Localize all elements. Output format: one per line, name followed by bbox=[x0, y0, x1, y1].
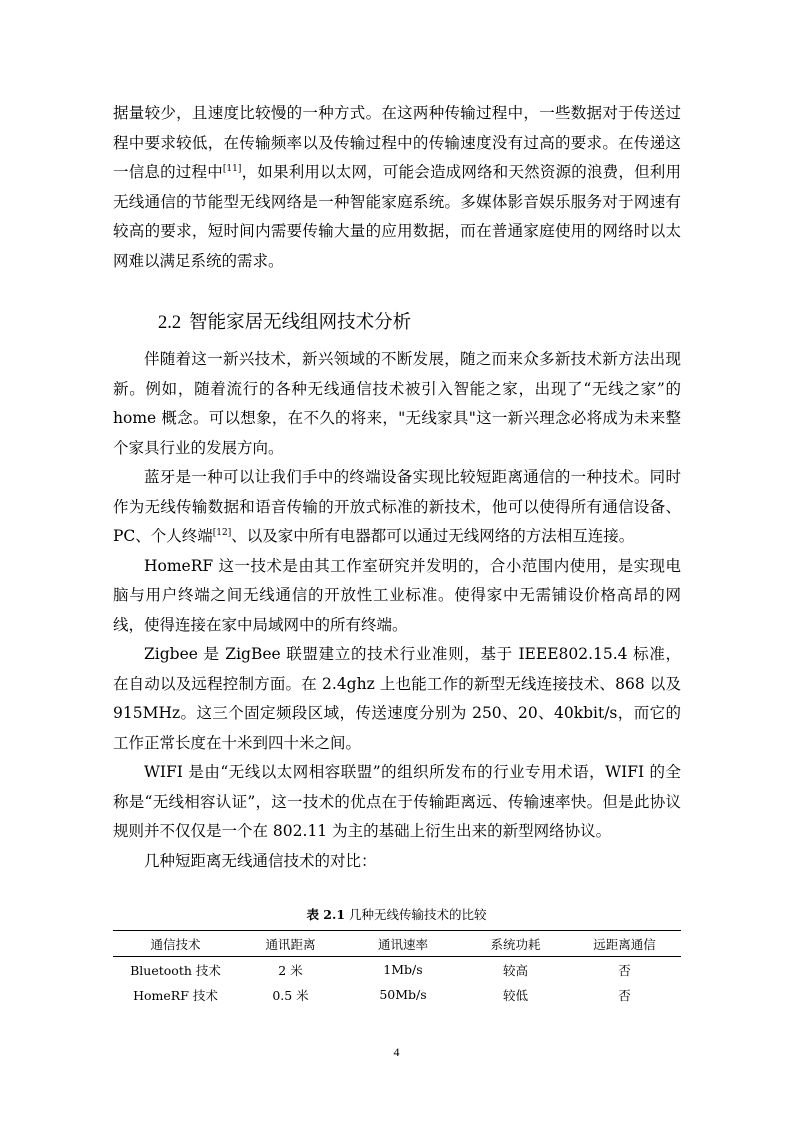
paragraph-wifi: WIFI 是由“无线以太网相容联盟”的组织所发布的行业专用术语，WIFI 的全称是“无线相容认证”，这一技术的优点在于传输距离远、传输速率快。但是此协议规则并不仅仅是一个在 802.11 为主的基础上衍生出来的新型网络协议。 bbox=[113, 763, 681, 840]
table-cell: 2 米 bbox=[278, 962, 303, 978]
paragraph-homerf: HomeRF 这一技术是由其工作室研究并发明的，合小范围内使用，是实现电脑与用户终端之间无线通信的开放性工业标准。使得家中无需铺设价格高昂的网线，使得连接在家中局域网中的所有终端。 bbox=[113, 556, 681, 634]
comparison-table bbox=[113, 930, 681, 1007]
paragraph-zigbee: Zigbee 是 ZigBee 联盟建立的技术行业准则，基于 IEEE802.15.4 标准，在自动以及远程控制方面。在 2.4ghz 上也能工作的新型无线连接技术、868 以及 915MHz。这三个固定频段区域，传送速度分别为 250、20、40kbit/s，而它的工作正常长度在十米到四十米之间。 bbox=[113, 645, 681, 752]
paragraph-continued bbox=[113, 99, 681, 276]
paragraph-text: ，如果利用以太网，可能会造成网络和天然资源的浪费，但利用无线通信的节能型无线网络是一种智能家庭系统。多媒体影音娱乐服务对于网速有较高的要求，短时间内需要传输大量的应用数据，而在普通家庭使用的网络时以太网难以满足系统的需求。 bbox=[113, 163, 681, 270]
table-caption-label: 表 2.1 bbox=[306, 907, 346, 922]
table-cell: HomeRF 技术 bbox=[133, 987, 218, 1003]
table-cell: 较低 bbox=[502, 987, 528, 1003]
table-cell: 否 bbox=[618, 962, 631, 978]
paragraph-wireless-home: 伴随着这一新兴技术，新兴领域的不断发展，随之而来众多新技术新方法出现新。例如，随着流行的各种无线通信技术被引入智能之家，出现了“无线之家”的 home 概念。可以想象，在不久的将来，"无线家具"这一新兴理念必将成为未来整个家具行业的发展方向。 bbox=[113, 350, 681, 457]
table-caption bbox=[0, 905, 793, 923]
table-row bbox=[113, 957, 681, 983]
page-number: 4 bbox=[393, 1045, 400, 1059]
table-cell: 1Mb/s bbox=[383, 962, 423, 977]
table-cell: 0.5 米 bbox=[272, 987, 309, 1003]
paragraph-text: 蓝牙是一种可以让我们手中的终端设备实现比较短距离通信的一种技术。同时作为无线传输数据和语音传输的开放式标准的新技术，他可以使得所有通信设备、PC、个人终端 bbox=[113, 468, 681, 545]
table-header-cell: 系统功耗 bbox=[490, 936, 541, 952]
table-header-row bbox=[113, 931, 681, 957]
body-text-top bbox=[113, 99, 681, 276]
section-heading bbox=[158, 308, 411, 334]
table-header-cell: 通讯速率 bbox=[377, 936, 428, 952]
paragraph-bluetooth bbox=[113, 463, 681, 552]
table-cell: 否 bbox=[618, 987, 631, 1003]
table-row bbox=[113, 982, 681, 1007]
body-text-main bbox=[113, 345, 681, 876]
citation-ref: [12] bbox=[212, 527, 232, 538]
table-cell: Bluetooth 技术 bbox=[130, 962, 221, 978]
section-title: 智能家居无线组网技术分析 bbox=[189, 312, 412, 333]
table-header-cell: 远距离通信 bbox=[593, 936, 656, 952]
paragraph-text: 、以及家中所有电器都可以通过无线网络的方法相互连接。 bbox=[231, 527, 635, 545]
paragraph-comparison-intro: 几种短距离无线通信技术的对比： bbox=[144, 851, 377, 870]
paragraph-text: 据量较少，且速度比较慢的一种方式。在这两种传输过程中，一些数据对于传送过程中要求较低，在传输频率以及传输过程中的传输速度没有过高的要求。在传递这一信息的过程中 bbox=[113, 104, 681, 181]
table-header-cell: 通讯距离 bbox=[265, 936, 316, 952]
table-cell: 50Mb/s bbox=[379, 987, 427, 1002]
table-cell: 较高 bbox=[502, 962, 528, 978]
citation-ref: [11] bbox=[222, 163, 242, 174]
table-header-cell: 通信技术 bbox=[150, 936, 201, 952]
table-caption-text: 几种无线传输技术的比较 bbox=[349, 907, 487, 922]
section-number: 2.2 bbox=[158, 313, 182, 333]
